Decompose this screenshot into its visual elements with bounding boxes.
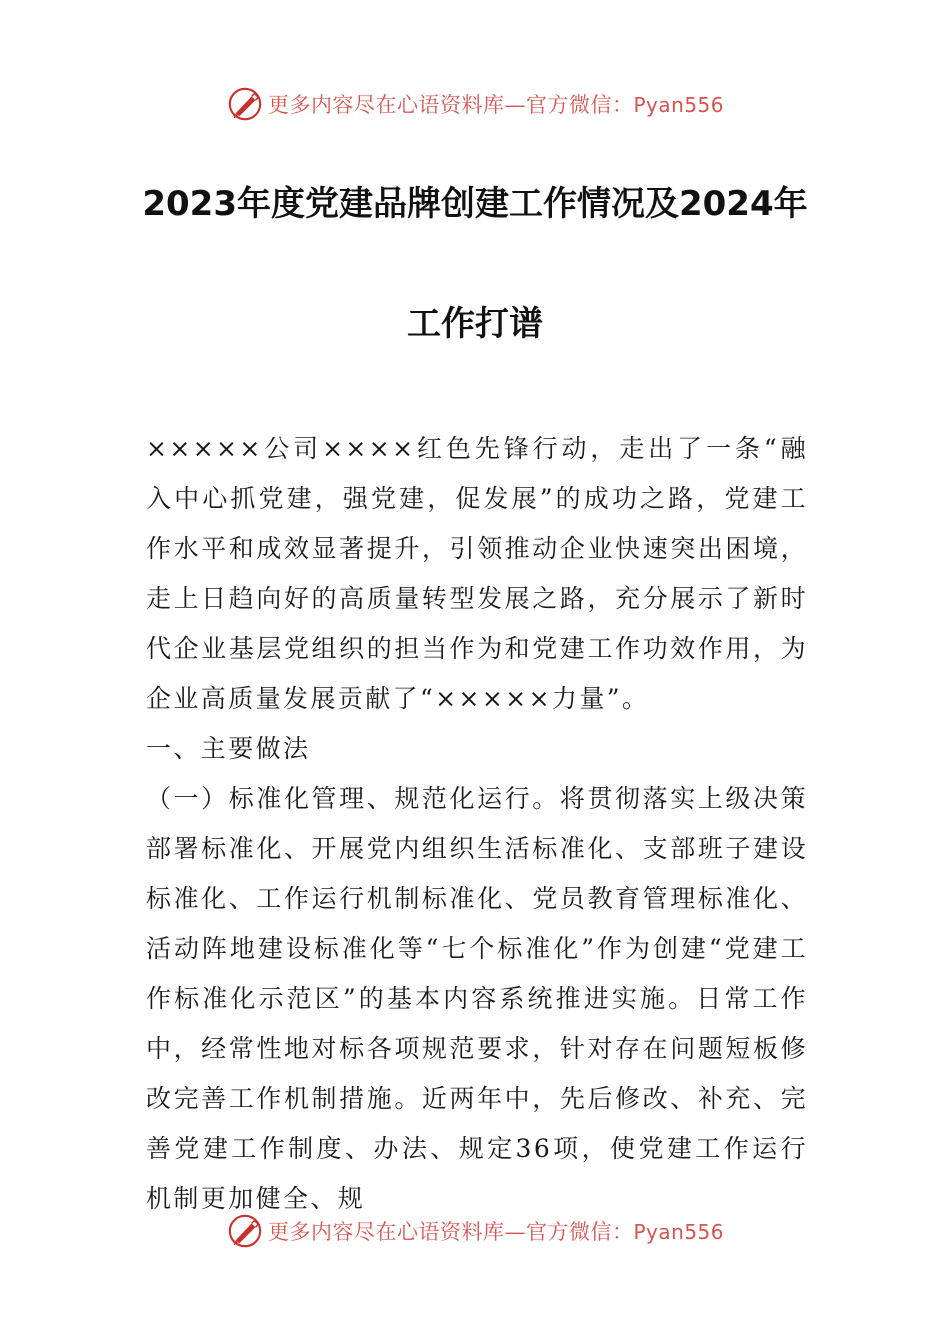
watermark-banner-bottom (0, 1211, 950, 1251)
intro-paragraph: ×××××公司××××红色先锋行动，走出了一条“融入中心抓党建，强党建，促发展”的成功之路，党建工作水平和成效显著提升，引领推动企业快速突出困境，走上日趋向好的高质量转型发展之路，充分展示了新时代企业基层党组织的担当作为和党建工作功效作用，为企业高质量发展贡献了“×××××力量”。 (146, 434, 808, 713)
watermark-wechat-id: Pyan556 (633, 93, 724, 117)
watermark-wechat-id: Pyan556 (633, 1220, 724, 1244)
subsection-paragraph: （一）标准化管理、规范化运行。将贯彻落实上级决策部署标准化、开展党内组织生活标准化、支部班子建设标准化、工作运行机制标准化、党员教育管理标准化、活动阵地建设标准化等“七个标准化”作为创建“党建工作标准化示范区”的基本内容系统推进实施。日常工作中，经常性地对标各项规范要求，针对存在问题短板修改完善工作机制措施。近两年中，先后修改、补充、完善党建工作制度、办法、规定36项，使党建工作运行机制更加健全、规 (146, 784, 808, 1213)
pen-logo-icon (226, 85, 264, 123)
watermark-text: 更多内容尽在心语资料库—官方微信： (267, 93, 634, 117)
watermark-text: 更多内容尽在心语资料库—官方微信： (267, 1220, 634, 1244)
document-title-line-2: 工作打谱 (407, 304, 543, 344)
pen-logo-icon (226, 1212, 264, 1250)
document-body (146, 424, 808, 1224)
watermark-banner-top (0, 84, 950, 124)
section-heading: 一、主要做法 (146, 734, 311, 763)
document-title-line-1: 2023年度党建品牌创建工作情况及2024年 (142, 184, 808, 224)
